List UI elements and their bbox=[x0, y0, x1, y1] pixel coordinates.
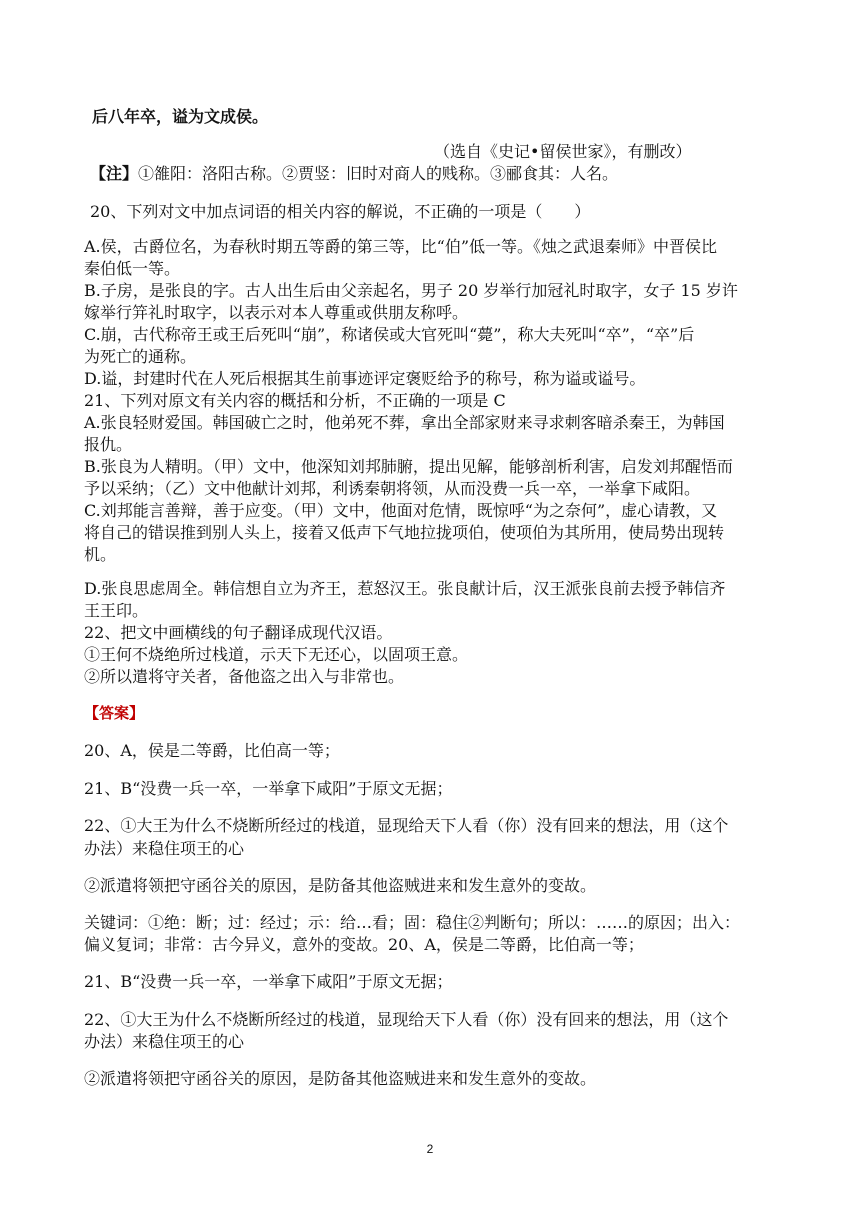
answer-22-part2-repeat: ②派遣将领把守函谷关的原因，是防备其他盗贼进来和发生意外的变故。 bbox=[84, 1069, 597, 1088]
q21-option-c-cont: 将自己的错误推到别人头上，接着又低声下气地拉拢项伯，使项伯为其所用，使局势出现转 bbox=[84, 523, 725, 542]
annotation-line bbox=[90, 163, 790, 184]
q20-option-a: A.侯，古爵位名，为春秋时期五等爵的第三等，比“伯”低一等。《烛之武退秦师》中晋侯比 bbox=[84, 237, 718, 256]
q21-option-c-end: 机。 bbox=[84, 545, 117, 564]
q21-option-a: A.张良轻财爱国。韩国破亡之时，他弟死不葬，拿出全部家财来寻求刺客暗杀秦王，为韩国 bbox=[84, 413, 725, 432]
answer-22-part2: ②派遣将领把守函谷关的原因，是防备其他盗贼进来和发生意外的变故。 bbox=[84, 876, 597, 895]
q21-option-d: D.张良思虑周全。韩信想自立为齐王，惹怒汉王。张良献计后，汉王派张良前去授予韩信齐 bbox=[84, 579, 726, 598]
q20-option-c-cont: 为死亡的通称。 bbox=[84, 347, 197, 366]
q22-sentence-1: ①王何不烧绝所过栈道，示天下无还心，以固项王意。 bbox=[84, 645, 469, 664]
q20-option-c: C.崩，古代称帝王或王后死叫“崩”，称诸侯或大官死叫“薨”，称大夫死叫“卒”，“卒”后 bbox=[84, 325, 695, 344]
question-22: 22、把文中画横线的句子翻译成现代汉语。 bbox=[84, 623, 393, 642]
passage-ending: 后八年卒，谥为文成侯。 bbox=[92, 107, 269, 126]
answer-21: 21、B“没费一兵一卒，一举拿下咸阳”于原文无据； bbox=[84, 779, 453, 798]
q21-option-b: B.张良为人精明。（甲）文中，他深知刘邦肺腑，提出见解，能够剖析利害，启发刘邦醒悟而 bbox=[84, 457, 733, 476]
page-number: 2 bbox=[426, 1142, 434, 1156]
q20-option-b-cont: 嫁举行笄礼时取字，以表示对本人尊重或供朋友称呼。 bbox=[84, 303, 469, 322]
source-citation: （选自《史记•留侯世家》，有删改） bbox=[434, 142, 692, 161]
keywords-line: 关键词：①绝：断；过：经过；示：给…看；固：稳住②判断句；所以：……的原因；出入： bbox=[84, 913, 741, 932]
q21-option-a-cont: 报仇。 bbox=[84, 435, 133, 454]
answer-22-part1-repeat: 22、①大王为什么不烧断所经过的栈道，显现给天下人看（你）没有回来的想法，用（这个 bbox=[84, 1010, 729, 1029]
answer-22-part1-repeat-cont: 办法）来稳住项王的心 bbox=[84, 1032, 245, 1051]
answer-21-repeat: 21、B“没费一兵一卒，一举拿下咸阳”于原文无据； bbox=[84, 972, 453, 991]
question-20: 20、下列对文中加点词语的相关内容的解说，不正确的一项是（ ） bbox=[90, 202, 591, 221]
q22-sentence-2: ②所以遣将守关者，备他盗之出入与非常也。 bbox=[84, 667, 405, 686]
question-21: 21、下列对原文有关内容的概括和分析，不正确的一项是 C bbox=[84, 391, 506, 410]
q20-option-b: B.子房，是张良的字。古人出生后由父亲起名，男子 20 岁举行加冠礼时取字，女子 15 岁许 bbox=[84, 281, 738, 300]
q20-option-a-cont: 秦伯低一等。 bbox=[84, 259, 181, 278]
note-label: 【注】 bbox=[90, 164, 139, 183]
answer-20: 20、A，侯是二等爵，比伯高一等； bbox=[84, 741, 340, 760]
answer-22-part1-cont: 办法）来稳住项王的心 bbox=[84, 839, 245, 858]
q20-option-d: D.谥，封建时代在人死后根据其生前事迹评定褒贬给予的称号，称为谥或谥号。 bbox=[84, 369, 646, 388]
q21-option-b-cont: 予以采纳；（乙）文中他献计刘邦，利诱秦朝将领，从而没费一兵一卒，一举拿下咸阳。 bbox=[84, 479, 701, 498]
answer-22-part1: 22、①大王为什么不烧断所经过的栈道，显现给天下人看（你）没有回来的想法，用（这个 bbox=[84, 816, 729, 835]
q21-option-c: C.刘邦能言善辩，善于应变。（甲）文中，他面对危情，既惊呼“为之奈何”，虚心请教，又 bbox=[84, 501, 718, 520]
note-text: ①雒阳：洛阳古称。②贾竖：旧时对商人的贱称。③郦食其：人名。 bbox=[138, 164, 619, 183]
answer-label: 【答案】 bbox=[84, 704, 145, 722]
keywords-line-cont: 偏义复词；非常：古今异义，意外的变故。20、A，侯是二等爵，比伯高一等； bbox=[84, 935, 644, 954]
q21-option-d-cont: 王王印。 bbox=[84, 601, 149, 620]
